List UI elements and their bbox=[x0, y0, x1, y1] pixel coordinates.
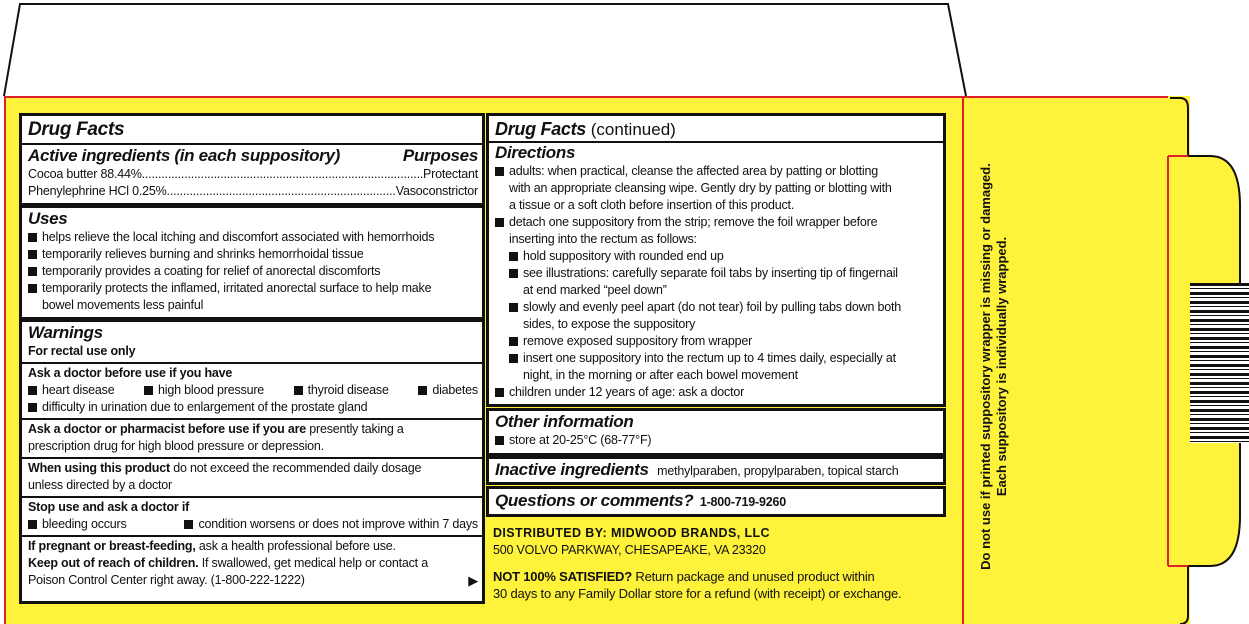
direction-children: children under 12 years of age: ask a doctor bbox=[495, 384, 939, 401]
side-warning-line1: Do not use if printed suppository wrapper is missing or damaged. bbox=[978, 163, 993, 570]
active-ingredients-heading: Active ingredients (in each suppository) bbox=[28, 146, 341, 165]
conditions-row: heart disease high blood pressure thyroid disease diabetes bbox=[28, 382, 478, 399]
sub-step-insert-line2: night, in the morning or after each bowel movement bbox=[523, 368, 798, 382]
sub-step-remove: remove exposed suppository from wrapper bbox=[495, 333, 939, 350]
direction-detach: detach one suppository from the strip; remove the foil wrapper before bbox=[495, 214, 939, 231]
drug-facts-panel bbox=[19, 113, 485, 604]
use-item-continued: bowel movements less painful bbox=[42, 298, 204, 312]
side-warning-text bbox=[978, 159, 1010, 574]
direction-detach-line2: inserting into the rectum as follows: bbox=[509, 232, 697, 246]
prostate-warning: difficulty in urination due to enlargement of the prostate gland bbox=[28, 399, 478, 416]
continue-arrow-icon: ▶ bbox=[468, 573, 478, 588]
use-item: helps relieve the local itching and discomfort associated with hemorrhoids bbox=[28, 229, 478, 246]
sub-step-hold: hold suppository with rounded end up bbox=[495, 248, 939, 265]
use-item: temporarily relieves burning and shrinks hemorrhoidal tissue bbox=[28, 246, 478, 263]
use-item: temporarily provides a coating for relief of anorectal discomforts bbox=[28, 263, 478, 280]
fold-line-right bbox=[962, 96, 964, 624]
sub-step-see-line2: at end marked “peel down” bbox=[523, 283, 667, 297]
uses-heading: Uses bbox=[28, 209, 68, 228]
questions-panel bbox=[486, 486, 946, 517]
satisfaction-line2: 30 days to any Family Dollar store for a refund (with receipt) or exchange. bbox=[493, 586, 902, 601]
fold-line-top bbox=[4, 96, 1168, 98]
continued-title: Drug Facts (continued) bbox=[495, 119, 676, 139]
other-information-panel bbox=[486, 408, 946, 456]
direction-adults-line3: a tissue or a soft cloth before insertion of this product. bbox=[509, 198, 795, 212]
purposes-heading: Purposes bbox=[402, 146, 478, 165]
ask-doctor-heading: Ask a doctor before use if you have bbox=[28, 366, 233, 380]
stop-use-row: bleeding occurs condition worsens or does not improve within 7 days bbox=[28, 516, 478, 533]
distributor-block bbox=[493, 525, 953, 559]
satisfaction-block bbox=[493, 568, 953, 602]
stop-use-heading: Stop use and ask a doctor if bbox=[28, 500, 190, 514]
distributor-label: DISTRIBUTED BY: MIDWOOD BRANDS, LLC bbox=[493, 526, 770, 540]
directions-heading: Directions bbox=[495, 143, 576, 162]
when-using-line2: unless directed by a doctor bbox=[28, 478, 172, 492]
distributor-address: 500 VOLVO PARKWAY, CHESAPEAKE, VA 23320 bbox=[493, 543, 766, 557]
fold-line-left bbox=[4, 96, 6, 624]
inactive-ingredients-list: methylparaben, propylparaben, topical starch bbox=[657, 464, 899, 478]
drug-facts-title: Drug Facts bbox=[28, 119, 125, 140]
side-warning-line2: Each suppository is individually wrapped. bbox=[994, 236, 1009, 497]
phone-number: 1-800-719-9260 bbox=[699, 495, 787, 509]
use-item: temporarily protects the inflamed, irritated anorectal surface to help make bbox=[28, 280, 478, 297]
direction-adults-line2: with an appropriate cleansing wipe. Gently dry by patting or blotting with bbox=[509, 181, 892, 195]
pharmacist-warning: Ask a doctor or pharmacist before use if you are presently taking a bbox=[28, 422, 404, 436]
satisfaction-line1: NOT 100% SATISFIED? Return package and unused product within bbox=[493, 569, 875, 584]
pharmacist-warning-line2: prescription drug for high blood pressure or depression. bbox=[28, 439, 324, 453]
warnings-heading: Warnings bbox=[28, 323, 103, 342]
directions-panel bbox=[486, 113, 946, 407]
questions-heading: Questions or comments? bbox=[495, 491, 694, 510]
ingredient-row: Phenylephrine HCl 0.25% ..... Vasoconstrictor bbox=[28, 183, 478, 200]
sub-step-peel: slowly and evenly peel apart (do not tear) foil by pulling tabs down both bbox=[495, 299, 939, 316]
poison-control-line: Poison Control Center right away. (1-800-222-1222) ▶ bbox=[28, 573, 478, 588]
direction-adults: adults: when practical, cleanse the affected area by patting or blotting bbox=[495, 163, 939, 180]
keep-out-of-reach: Keep out of reach of children. If swallowed, get medical help or contact a bbox=[28, 556, 428, 570]
storage-info: store at 20-25°C (68-77°F) bbox=[495, 432, 939, 449]
when-using-warning: When using this product do not exceed the recommended daily dosage bbox=[28, 461, 422, 475]
inactive-ingredients-heading: Inactive ingredients bbox=[495, 460, 649, 479]
barcode bbox=[1190, 283, 1249, 443]
sub-step-insert: insert one suppository into the rectum up to 4 times daily, especially at bbox=[495, 350, 939, 367]
ingredient-row: Cocoa butter 88.44% ..... Protectant bbox=[28, 166, 478, 183]
sub-step-see: see illustrations: carefully separate foil tabs by inserting tip of fingernail bbox=[495, 265, 939, 282]
rectal-use-only: For rectal use only bbox=[28, 344, 136, 358]
other-information-heading: Other information bbox=[495, 412, 634, 431]
inactive-ingredients-panel bbox=[486, 456, 946, 485]
sub-step-peel-line2: sides, to expose the suppository bbox=[523, 317, 696, 331]
pregnancy-warning: If pregnant or breast-feeding, ask a health professional before use. bbox=[28, 539, 396, 553]
